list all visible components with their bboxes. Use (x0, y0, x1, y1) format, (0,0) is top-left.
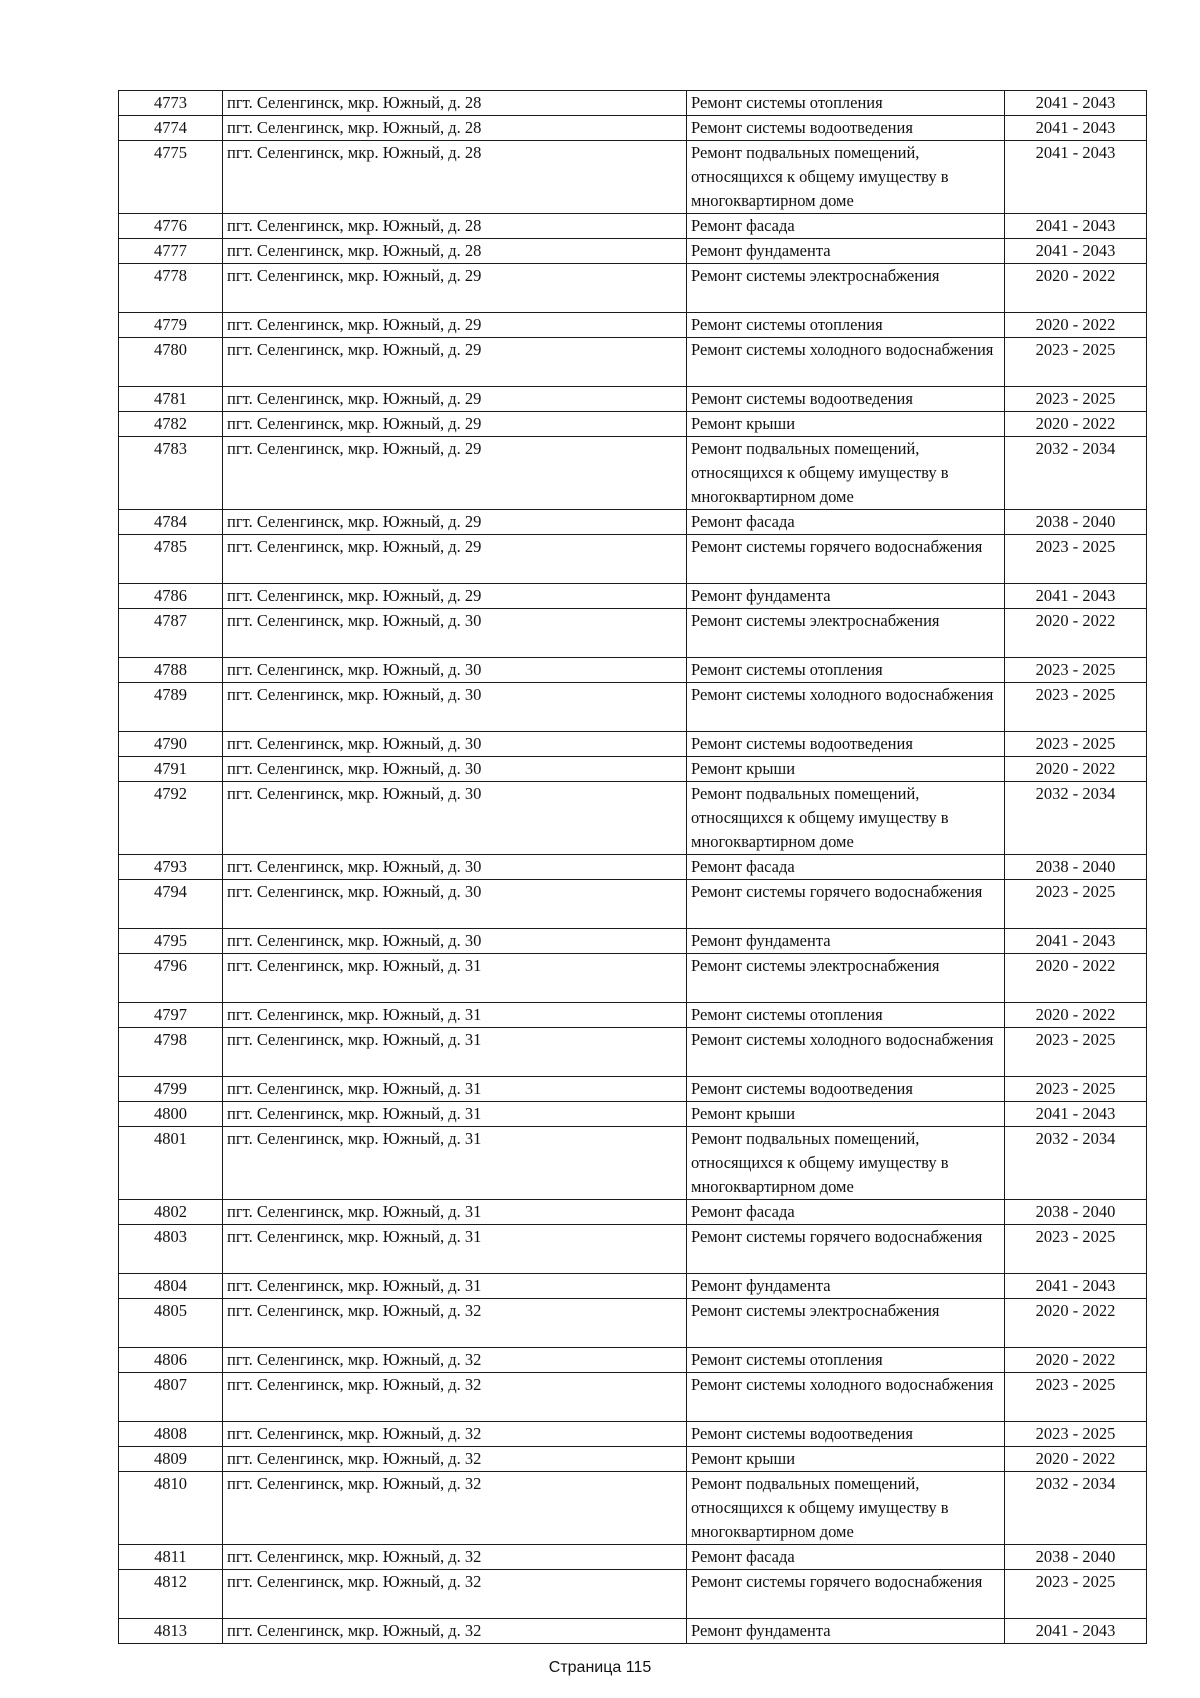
years-cell: 2020 - 2022 (1005, 412, 1147, 437)
table-row (119, 880, 1147, 929)
address-cell: пгт. Селенгинск, мкр. Южный, д. 30 (223, 609, 687, 658)
row-number: 4782 (119, 412, 223, 437)
address-cell: пгт. Селенгинск, мкр. Южный, д. 32 (223, 1299, 687, 1348)
table-row (119, 782, 1147, 855)
table-row (119, 658, 1147, 683)
address-cell: пгт. Селенгинск, мкр. Южный, д. 28 (223, 214, 687, 239)
table-body (119, 91, 1147, 1644)
work-type-cell: Ремонт фасада (687, 1545, 1005, 1570)
row-number: 4777 (119, 239, 223, 264)
years-cell: 2038 - 2040 (1005, 855, 1147, 880)
address-cell: пгт. Селенгинск, мкр. Южный, д. 28 (223, 91, 687, 116)
work-type-cell: Ремонт системы водоотведения (687, 387, 1005, 412)
address-cell: пгт. Селенгинск, мкр. Южный, д. 29 (223, 535, 687, 584)
row-number: 4808 (119, 1422, 223, 1447)
address-cell: пгт. Селенгинск, мкр. Южный, д. 30 (223, 929, 687, 954)
row-number: 4788 (119, 658, 223, 683)
work-type-cell: Ремонт системы холодного водоснабжения (687, 1373, 1005, 1422)
years-cell: 2023 - 2025 (1005, 387, 1147, 412)
years-cell: 2032 - 2034 (1005, 437, 1147, 510)
work-type-cell: Ремонт подвальных помещений, относящихся к общему имуществу в многоквартирном доме (687, 437, 1005, 510)
address-cell: пгт. Селенгинск, мкр. Южный, д. 31 (223, 1003, 687, 1028)
row-number: 4781 (119, 387, 223, 412)
page-number: Страница 115 (548, 1659, 652, 1676)
work-type-cell: Ремонт системы отопления (687, 91, 1005, 116)
years-cell: 2041 - 2043 (1005, 929, 1147, 954)
table-row (119, 683, 1147, 732)
row-number: 4798 (119, 1028, 223, 1077)
work-type-cell: Ремонт системы электроснабжения (687, 609, 1005, 658)
address-cell: пгт. Селенгинск, мкр. Южный, д. 30 (223, 880, 687, 929)
years-cell: 2023 - 2025 (1005, 338, 1147, 387)
address-cell: пгт. Селенгинск, мкр. Южный, д. 29 (223, 437, 687, 510)
work-type-cell: Ремонт системы холодного водоснабжения (687, 1028, 1005, 1077)
address-cell: пгт. Селенгинск, мкр. Южный, д. 32 (223, 1545, 687, 1570)
address-cell: пгт. Селенгинск, мкр. Южный, д. 29 (223, 313, 687, 338)
years-cell: 2020 - 2022 (1005, 757, 1147, 782)
work-type-cell: Ремонт фасада (687, 855, 1005, 880)
years-cell: 2023 - 2025 (1005, 1422, 1147, 1447)
years-cell: 2020 - 2022 (1005, 1003, 1147, 1028)
address-cell: пгт. Селенгинск, мкр. Южный, д. 31 (223, 1127, 687, 1200)
row-number: 4784 (119, 510, 223, 535)
work-type-cell: Ремонт системы электроснабжения (687, 954, 1005, 1003)
table-row (119, 1225, 1147, 1274)
address-cell: пгт. Селенгинск, мкр. Южный, д. 30 (223, 757, 687, 782)
years-cell: 2020 - 2022 (1005, 1348, 1147, 1373)
table-row (119, 855, 1147, 880)
address-cell: пгт. Селенгинск, мкр. Южный, д. 31 (223, 1102, 687, 1127)
row-number: 4783 (119, 437, 223, 510)
row-number: 4775 (119, 141, 223, 214)
address-cell: пгт. Селенгинск, мкр. Южный, д. 29 (223, 264, 687, 313)
work-type-cell: Ремонт системы водоотведения (687, 116, 1005, 141)
row-number: 4780 (119, 338, 223, 387)
work-type-cell: Ремонт фундамента (687, 584, 1005, 609)
row-number: 4800 (119, 1102, 223, 1127)
address-cell: пгт. Селенгинск, мкр. Южный, д. 30 (223, 683, 687, 732)
table-row (119, 1570, 1147, 1619)
work-type-cell: Ремонт системы холодного водоснабжения (687, 338, 1005, 387)
row-number: 4799 (119, 1077, 223, 1102)
years-cell: 2023 - 2025 (1005, 658, 1147, 683)
years-cell: 2038 - 2040 (1005, 510, 1147, 535)
table-row (119, 929, 1147, 954)
row-number: 4811 (119, 1545, 223, 1570)
table-row (119, 1472, 1147, 1545)
row-number: 4786 (119, 584, 223, 609)
work-type-cell: Ремонт системы отопления (687, 1348, 1005, 1373)
row-number: 4801 (119, 1127, 223, 1200)
table-row (119, 214, 1147, 239)
years-cell: 2041 - 2043 (1005, 584, 1147, 609)
row-number: 4805 (119, 1299, 223, 1348)
address-cell: пгт. Селенгинск, мкр. Южный, д. 32 (223, 1447, 687, 1472)
years-cell: 2020 - 2022 (1005, 1299, 1147, 1348)
address-cell: пгт. Селенгинск, мкр. Южный, д. 29 (223, 510, 687, 535)
row-number: 4774 (119, 116, 223, 141)
table-row (119, 1274, 1147, 1299)
address-cell: пгт. Селенгинск, мкр. Южный, д. 31 (223, 1028, 687, 1077)
years-cell: 2032 - 2034 (1005, 782, 1147, 855)
row-number: 4809 (119, 1447, 223, 1472)
table-row (119, 412, 1147, 437)
row-number: 4794 (119, 880, 223, 929)
row-number: 4793 (119, 855, 223, 880)
years-cell: 2023 - 2025 (1005, 535, 1147, 584)
work-type-cell: Ремонт системы электроснабжения (687, 1299, 1005, 1348)
table-row (119, 1348, 1147, 1373)
address-cell: пгт. Селенгинск, мкр. Южный, д. 30 (223, 658, 687, 683)
address-cell: пгт. Селенгинск, мкр. Южный, д. 32 (223, 1570, 687, 1619)
years-cell: 2020 - 2022 (1005, 954, 1147, 1003)
years-cell: 2041 - 2043 (1005, 141, 1147, 214)
years-cell: 2032 - 2034 (1005, 1127, 1147, 1200)
table-row (119, 732, 1147, 757)
years-cell: 2041 - 2043 (1005, 1274, 1147, 1299)
years-cell: 2041 - 2043 (1005, 239, 1147, 264)
work-type-cell: Ремонт фундамента (687, 239, 1005, 264)
row-number: 4810 (119, 1472, 223, 1545)
address-cell: пгт. Селенгинск, мкр. Южный, д. 31 (223, 1077, 687, 1102)
row-number: 4778 (119, 264, 223, 313)
address-cell: пгт. Селенгинск, мкр. Южный, д. 29 (223, 387, 687, 412)
address-cell: пгт. Селенгинск, мкр. Южный, д. 29 (223, 412, 687, 437)
work-type-cell: Ремонт системы отопления (687, 313, 1005, 338)
years-cell: 2023 - 2025 (1005, 880, 1147, 929)
years-cell: 2041 - 2043 (1005, 214, 1147, 239)
row-number: 4802 (119, 1200, 223, 1225)
address-cell: пгт. Селенгинск, мкр. Южный, д. 30 (223, 782, 687, 855)
table-row (119, 1545, 1147, 1570)
address-cell: пгт. Селенгинск, мкр. Южный, д. 32 (223, 1348, 687, 1373)
table-row (119, 91, 1147, 116)
work-type-cell: Ремонт системы электроснабжения (687, 264, 1005, 313)
address-cell: пгт. Селенгинск, мкр. Южный, д. 28 (223, 141, 687, 214)
years-cell: 2038 - 2040 (1005, 1545, 1147, 1570)
work-type-cell: Ремонт системы водоотведения (687, 732, 1005, 757)
table-row (119, 1127, 1147, 1200)
row-number: 4796 (119, 954, 223, 1003)
address-cell: пгт. Селенгинск, мкр. Южный, д. 32 (223, 1619, 687, 1644)
table-row (119, 1447, 1147, 1472)
row-number: 4787 (119, 609, 223, 658)
years-cell: 2041 - 2043 (1005, 116, 1147, 141)
table-row (119, 1619, 1147, 1644)
years-cell: 2020 - 2022 (1005, 1447, 1147, 1472)
row-number: 4813 (119, 1619, 223, 1644)
row-number: 4795 (119, 929, 223, 954)
table-row (119, 535, 1147, 584)
work-type-cell: Ремонт системы водоотведения (687, 1077, 1005, 1102)
years-cell: 2023 - 2025 (1005, 732, 1147, 757)
years-cell: 2023 - 2025 (1005, 1570, 1147, 1619)
years-cell: 2041 - 2043 (1005, 1619, 1147, 1644)
work-type-cell: Ремонт системы холодного водоснабжения (687, 683, 1005, 732)
work-type-cell: Ремонт системы горячего водоснабжения (687, 1570, 1005, 1619)
row-number: 4812 (119, 1570, 223, 1619)
work-type-cell: Ремонт фундамента (687, 1274, 1005, 1299)
table-row (119, 757, 1147, 782)
address-cell: пгт. Селенгинск, мкр. Южный, д. 28 (223, 239, 687, 264)
work-type-cell: Ремонт подвальных помещений, относящихся к общему имуществу в многоквартирном доме (687, 1472, 1005, 1545)
work-type-cell: Ремонт подвальных помещений, относящихся к общему имуществу в многоквартирном доме (687, 141, 1005, 214)
work-type-cell: Ремонт крыши (687, 1447, 1005, 1472)
table-row (119, 1077, 1147, 1102)
row-number: 4790 (119, 732, 223, 757)
repair-schedule-table (118, 90, 1147, 1644)
work-type-cell: Ремонт системы горячего водоснабжения (687, 880, 1005, 929)
table-row (119, 1200, 1147, 1225)
years-cell: 2023 - 2025 (1005, 1077, 1147, 1102)
row-number: 4804 (119, 1274, 223, 1299)
table-row (119, 264, 1147, 313)
years-cell: 2032 - 2034 (1005, 1472, 1147, 1545)
table-row (119, 1373, 1147, 1422)
row-number: 4779 (119, 313, 223, 338)
work-type-cell: Ремонт системы отопления (687, 1003, 1005, 1028)
table-row (119, 1102, 1147, 1127)
row-number: 4797 (119, 1003, 223, 1028)
table-row (119, 1299, 1147, 1348)
years-cell: 2023 - 2025 (1005, 1028, 1147, 1077)
table-row (119, 141, 1147, 214)
address-cell: пгт. Селенгинск, мкр. Южный, д. 31 (223, 1274, 687, 1299)
table-row (119, 584, 1147, 609)
address-cell: пгт. Селенгинск, мкр. Южный, д. 32 (223, 1472, 687, 1545)
work-type-cell: Ремонт фасада (687, 1200, 1005, 1225)
years-cell: 2023 - 2025 (1005, 683, 1147, 732)
address-cell: пгт. Селенгинск, мкр. Южный, д. 29 (223, 338, 687, 387)
row-number: 4789 (119, 683, 223, 732)
work-type-cell: Ремонт подвальных помещений, относящихся к общему имуществу в многоквартирном доме (687, 1127, 1005, 1200)
work-type-cell: Ремонт крыши (687, 1102, 1005, 1127)
table-row (119, 239, 1147, 264)
work-type-cell: Ремонт фундамента (687, 929, 1005, 954)
years-cell: 2038 - 2040 (1005, 1200, 1147, 1225)
table-row (119, 1003, 1147, 1028)
work-type-cell: Ремонт крыши (687, 412, 1005, 437)
table-row (119, 609, 1147, 658)
address-cell: пгт. Селенгинск, мкр. Южный, д. 29 (223, 584, 687, 609)
row-number: 4792 (119, 782, 223, 855)
table-row (119, 437, 1147, 510)
row-number: 4791 (119, 757, 223, 782)
table-row (119, 387, 1147, 412)
table-row (119, 1422, 1147, 1447)
years-cell: 2041 - 2043 (1005, 91, 1147, 116)
work-type-cell: Ремонт фундамента (687, 1619, 1005, 1644)
work-type-cell: Ремонт системы отопления (687, 658, 1005, 683)
years-cell: 2020 - 2022 (1005, 264, 1147, 313)
address-cell: пгт. Селенгинск, мкр. Южный, д. 28 (223, 116, 687, 141)
row-number: 4807 (119, 1373, 223, 1422)
address-cell: пгт. Селенгинск, мкр. Южный, д. 32 (223, 1373, 687, 1422)
row-number: 4803 (119, 1225, 223, 1274)
work-type-cell: Ремонт фасада (687, 214, 1005, 239)
table-row (119, 313, 1147, 338)
row-number: 4785 (119, 535, 223, 584)
address-cell: пгт. Селенгинск, мкр. Южный, д. 32 (223, 1422, 687, 1447)
work-type-cell: Ремонт крыши (687, 757, 1005, 782)
years-cell: 2023 - 2025 (1005, 1225, 1147, 1274)
work-type-cell: Ремонт подвальных помещений, относящихся к общему имуществу в многоквартирном доме (687, 782, 1005, 855)
row-number: 4806 (119, 1348, 223, 1373)
table-row (119, 1028, 1147, 1077)
years-cell: 2020 - 2022 (1005, 609, 1147, 658)
address-cell: пгт. Селенгинск, мкр. Южный, д. 30 (223, 855, 687, 880)
work-type-cell: Ремонт фасада (687, 510, 1005, 535)
row-number: 4776 (119, 214, 223, 239)
work-type-cell: Ремонт системы горячего водоснабжения (687, 1225, 1005, 1274)
years-cell: 2023 - 2025 (1005, 1373, 1147, 1422)
work-type-cell: Ремонт системы горячего водоснабжения (687, 535, 1005, 584)
table-row (119, 116, 1147, 141)
address-cell: пгт. Селенгинск, мкр. Южный, д. 30 (223, 732, 687, 757)
table-row (119, 510, 1147, 535)
row-number: 4773 (119, 91, 223, 116)
table-row (119, 338, 1147, 387)
table-row (119, 954, 1147, 1003)
years-cell: 2020 - 2022 (1005, 313, 1147, 338)
years-cell: 2041 - 2043 (1005, 1102, 1147, 1127)
address-cell: пгт. Селенгинск, мкр. Южный, д. 31 (223, 1200, 687, 1225)
address-cell: пгт. Селенгинск, мкр. Южный, д. 31 (223, 954, 687, 1003)
address-cell: пгт. Селенгинск, мкр. Южный, д. 31 (223, 1225, 687, 1274)
work-type-cell: Ремонт системы водоотведения (687, 1422, 1005, 1447)
